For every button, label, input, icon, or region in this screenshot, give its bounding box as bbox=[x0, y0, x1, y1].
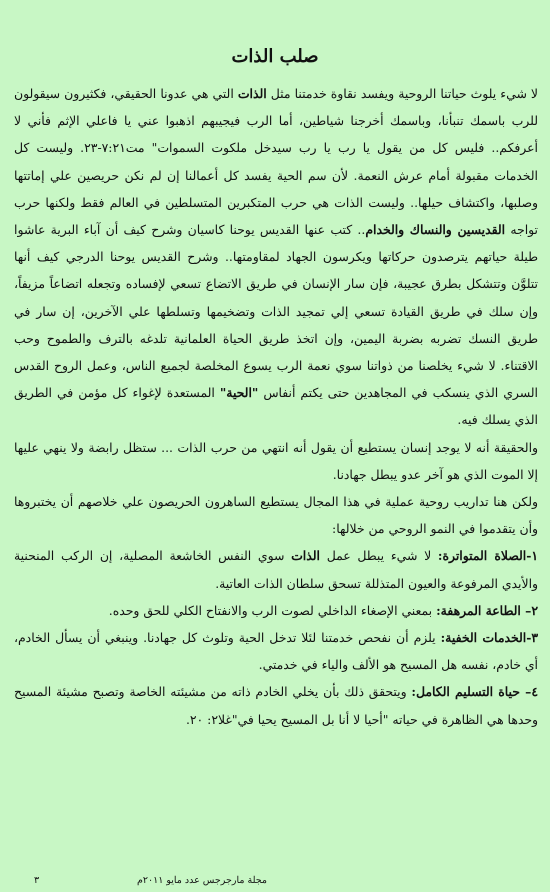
list-item-surrender bbox=[14, 678, 538, 732]
paragraph-truth: والحقيقة أنه لا يوجد إنسان يستطيع أن يقول أنه انتهي من حرب الذات ... ستظل رابضة ولا ينهي عليها إلا الموت الذي هو آخر عدو يبطل جهادنا. bbox=[14, 439, 538, 482]
page-title: صلب الذات bbox=[231, 46, 319, 67]
item-text: بمعني الإصغاء الداخلي لصوت الرب والانفتاح الكلي للحق وحده. bbox=[108, 602, 437, 618]
item-text: يلزم أن نفحص خدمتنا لئلا تدخل الحية وتلوث كل جهادنا. وينبغي أن يسأل الخادم، أي خادم، نفسه هل المسيح هو الألف والياء في خدمتي. bbox=[14, 630, 538, 673]
paragraph-intro bbox=[14, 80, 538, 434]
list-item-hidden-services bbox=[14, 624, 538, 678]
item-text: ويتحقق ذلك بأن يخلي الخادم ذاته من مشيئته الخاصة وتصبح مشيئة المسيح وحدها هي الظاهرة في حياته "أحيا لا أنا بل المسيح يحيا في"غلا٢: ٢٠. bbox=[14, 684, 538, 727]
article-body bbox=[14, 80, 538, 733]
bold-term-self: الذات bbox=[291, 548, 320, 564]
text-segment: لا شيء يلوث حياتنا الروحية ويفسد نقاوة خدمتنا مثل bbox=[266, 86, 539, 101]
list-item-obedience bbox=[14, 597, 538, 624]
text-segment: سوي النفس الخاشعة المصلية، إن الركب المنحنية والأيدي المرفوعة والعيون المتذللة تسحق سلطان الذات العاتية. bbox=[14, 548, 538, 591]
item-label: ١-الصلاة المتواترة: bbox=[437, 548, 538, 564]
magazine-issue: مجلة مارجرجس عدد مايو ٢٠١١م bbox=[137, 875, 267, 886]
page-number: ٣ bbox=[34, 875, 40, 886]
text-segment: التي هي عدونا الحقيقي، فكثيرون سيقولون للرب باسمك تنبأنا، وباسمك أخرجنا شياطين، أما الرب فيجيبهم اذهبوا عني يا فاعلي الإثم فأني لا أعرفكم.. فليس كل من يقول يا رب يا رب سيدخل ملكوت السموات" مت٧:٢١-٢٣. وليست كل الخدمات مقبولة أمام عرش النعمة. لأن سم الحية يفسد كل أعمالنا إن لم نكن حريصين علي إماتتها وصلبها، واكتشاف حيلها.. وليست الذات هي حرب المتكبرين المتسلطين في العالم فقط ولكنها حرب تواجه bbox=[14, 86, 538, 238]
paragraph-exercises: ولكن هنا تداريب روحية عملية في هذا المجال يستطيع الساهرون الحريصون علي خلاصهم أن يختبروها وأن يتقدموا في النمو الروحي من خلالها: bbox=[14, 494, 538, 537]
item-label: ٣-الخدمات الخفية: bbox=[440, 630, 538, 646]
text-segment: المستعدة لإغواء كل مؤمن في الطريق الذي يسلك فيه. bbox=[14, 385, 538, 428]
text-segment: .. كتب عنها القديس يوحنا كاسيان وشرح كيف أن آباء البرية عاشوا طيلة حياتهم يترصدون حركاتها ويكرسون الجهاد لمقاومتها.. وشرح القديس يوحنا الدرجي كيف أنها تتلوَّن وتتشكل بطرق عجيبة، فإن سار الإنسان في طريق الاتضاع تسعي لإفساده وتجعله اتضاعاً مزيفاً، وإن سلك في طريق القيادة تسعي إلي تمجيد الذات وتضخيمها وتسلطها علي الآخرين، إن سار في طريق النسك تضربه بضربة اليمين، وإن اتخذ طريق الحياة العلمانية تلدغه بالترف والطموح وحب الاقتناء. لا شيء يخلصنا من ذواتنا سوي نعمة الرب يسوع المخلصة لجميع الناس، وعمل الروح القدس السري الذي ينسكب في المجاهدين حتى يكتم أنفاس bbox=[14, 222, 538, 401]
list-item-prayer bbox=[14, 542, 538, 596]
bold-term-self: الذات bbox=[237, 86, 267, 101]
item-label: ٤– حياة التسليم الكامل: bbox=[411, 684, 538, 700]
bold-term-serpent: "الحية" bbox=[219, 385, 259, 401]
item-label: ٢– الطاعة المرهفة: bbox=[436, 602, 538, 618]
text-segment: لا شيء يبطل عمل bbox=[319, 548, 438, 564]
bold-term-saints: القديسين والنساك والخدام bbox=[365, 222, 506, 238]
